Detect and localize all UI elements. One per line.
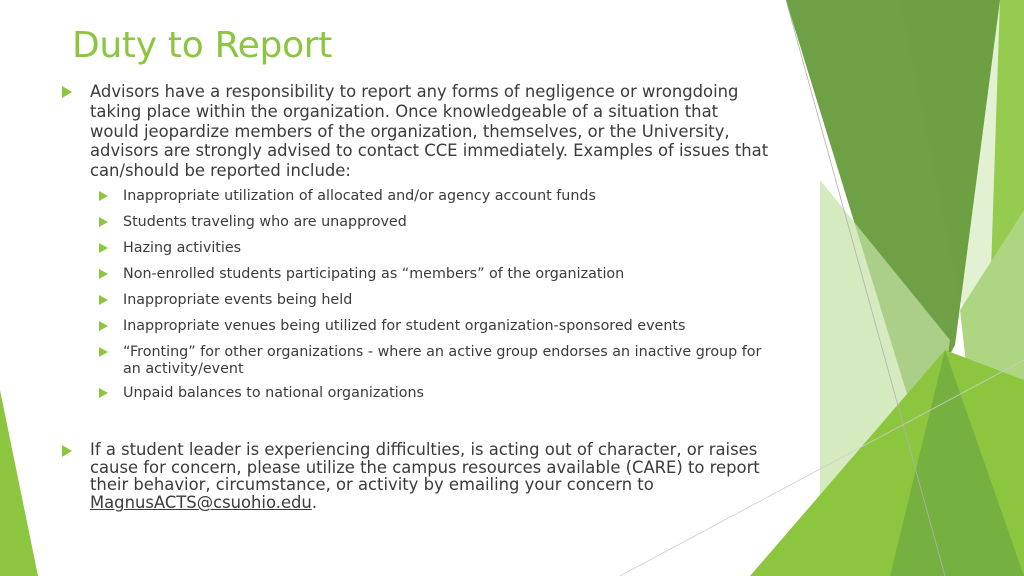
example-item	[99, 266, 783, 283]
bullet-arrow-icon	[62, 86, 72, 98]
bullet-arrow-icon	[99, 191, 108, 201]
bullet-arrow-icon	[99, 347, 108, 357]
example-text: Students traveling who are unapproved	[123, 214, 407, 230]
example-text: Inappropriate events being held	[123, 292, 353, 308]
example-item	[99, 292, 783, 309]
closing-text: If a student leader is experiencing difficulties, is acting out of character, or raises cause for concern, please utilize the campus resources available (CARE) to report their behavior, circumstance, or activity by emailing your concern to	[90, 440, 760, 495]
email-link[interactable]: MagnusACTS@csuohio.edu	[90, 493, 312, 513]
closing-bullet	[62, 441, 770, 512]
example-text: Non-enrolled students participating as “members” of the organization	[123, 266, 625, 282]
bullet-arrow-icon	[99, 295, 108, 305]
closing-period: .	[311, 493, 318, 513]
example-text: Inappropriate utilization of allocated and/or agency account funds	[123, 188, 596, 204]
example-text: Inappropriate venues being utilized for student organization-sponsored events	[123, 318, 686, 334]
example-text: “Fronting” for other organizations - where an active group endorses an inactive group for an activity/event	[123, 344, 762, 377]
example-item	[99, 344, 783, 378]
bullet-arrow-icon	[99, 269, 108, 279]
example-item	[99, 385, 783, 402]
intro-bullet	[62, 82, 770, 181]
bullet-arrow-icon	[62, 445, 72, 457]
example-item	[99, 214, 783, 231]
example-item	[99, 240, 783, 257]
example-item	[99, 318, 783, 335]
bullet-arrow-icon	[99, 217, 108, 227]
example-text: Unpaid balances to national organizations	[123, 385, 424, 401]
bullet-arrow-icon	[99, 388, 108, 398]
slide-title: Duty to Report	[72, 25, 333, 66]
closing-paragraph	[90, 441, 770, 512]
bullet-arrow-icon	[99, 243, 108, 253]
example-text: Hazing activities	[123, 240, 242, 256]
example-item	[99, 188, 783, 205]
intro-text: Advisors have a responsibility to report any forms of negligence or wrongdoing taking place within the organization. Once knowledgeable of a situation that would jeopardize members of the organization, themselves, or the University, advisors are strongly advised to contact CCE immediately. Examples of issues that can/should be reported include:	[90, 82, 769, 181]
bullet-arrow-icon	[99, 321, 108, 331]
